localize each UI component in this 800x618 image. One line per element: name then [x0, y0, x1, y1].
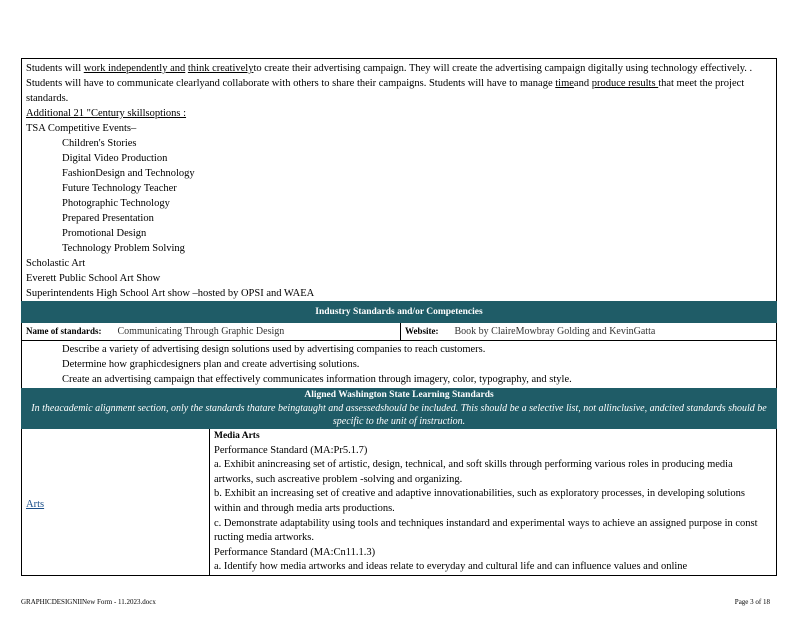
arts-link[interactable]: Arts [26, 499, 45, 510]
intro-text: Students will [26, 63, 84, 74]
media-arts-heading: Media Arts [214, 431, 260, 441]
list-item: Create an advertising campaign that effectively communicates information through imagery, color, typography, and style. [62, 374, 572, 385]
list-item: Technology Problem Solving [62, 243, 185, 254]
website-label: Website: [405, 326, 439, 336]
tsa-heading: TSA Competitive Events– [26, 123, 137, 134]
standards-name-cell [22, 323, 401, 340]
performance-standard: Performance Standard (MA:Cn11.1.3) [214, 546, 376, 558]
list-item: Children's Stories [62, 138, 137, 149]
intro-underlined-text: produce results [591, 78, 659, 89]
intro-underlined-text: time [555, 78, 574, 89]
list-item: FashionDesign and Technology [62, 168, 195, 179]
standards-row [21, 323, 777, 341]
extra-line: Superintendents High School Art show –hosted by OPSI and WAEA [26, 288, 315, 299]
standard-item: b. Exhibit an increasing set of creative and adaptive innovationabilities, such as exploratory processes, in developing solutions within and through media arts productions. [214, 488, 745, 514]
additional-skills-heading: Additional 21 "Century skillsoptions : [26, 108, 187, 119]
standard-item: a. Identify how media artworks and ideas relate to everyday and cultural life and can influence values and online [214, 561, 688, 573]
aligned-standards-title: Aligned Washington State Learning Standards [304, 390, 494, 400]
intro-underlined-text: work independently and [83, 63, 186, 74]
list-item: Describe a variety of advertising design solutions used by advertising companies to reach customers. [62, 344, 486, 355]
standards-name-label: Name of standards: [26, 326, 102, 336]
standards-name-value: Communicating Through Graphic Design [117, 326, 285, 337]
list-item: Digital Video Production [62, 153, 168, 164]
tsa-events-list [26, 136, 772, 256]
intro-section [21, 58, 777, 301]
list-item: Determine how graphicdesigners plan and create advertising solutions. [62, 359, 360, 370]
aligned-standards-note: In theacademic alignment section, only the standards thatare beingtaught and assessedshould be included. This should be a selective list, not allinclusive, andcited standards should be specific to the unit of instruction. [31, 403, 767, 427]
list-item: Future Technology Teacher [62, 183, 177, 194]
performance-standard: Performance Standard (MA:Pr5.1.7) [214, 444, 368, 456]
arts-label-cell [22, 429, 210, 575]
industry-bullets [21, 341, 777, 388]
industry-standards-header: Industry Standards and/or Competencies [21, 301, 777, 323]
footer-page-number: Page 3 of 18 [734, 598, 770, 606]
intro-paragraph [26, 61, 772, 106]
intro-text: that meet the project standards. [26, 78, 745, 104]
arts-content-cell [210, 429, 776, 575]
list-item: Promotional Design [62, 228, 147, 239]
standard-item: c. Demonstrate adaptability using tools and techniques instandard and experimental ways to achieve an assigned purpose in const ructing media artworks. [214, 517, 758, 544]
industry-list [26, 342, 772, 387]
intro-text: to create their advertising campaign. They will create the advertising campaign digitally using technology effectively. . Students will have to communicate clearlyand collaborate with others to share their campaigns. Students will have to manage [26, 63, 753, 89]
arts-row [21, 429, 777, 576]
intro-text: and [573, 78, 592, 89]
intro-underlined-text: think creatively [187, 63, 254, 74]
list-item: Prepared Presentation [62, 213, 154, 224]
extra-line: Everett Public School Art Show [26, 273, 161, 284]
website-cell [401, 323, 776, 340]
document-page [21, 58, 777, 576]
aligned-standards-header [21, 388, 777, 429]
extra-line: Scholastic Art [26, 258, 86, 269]
standard-item: a. Exhibit anincreasing set of artistic, design, technical, and soft skills through performing various roles in producing media artworks, such ascreative problem -solving and organizing. [214, 459, 733, 485]
list-item: Photographic Technology [62, 198, 170, 209]
footer-filename: GRAPHICDESIGNIINew Form - 11.2023.docx [21, 598, 156, 606]
website-value: Book by ClaireMowbray Golding and KevinGatta [454, 326, 656, 337]
